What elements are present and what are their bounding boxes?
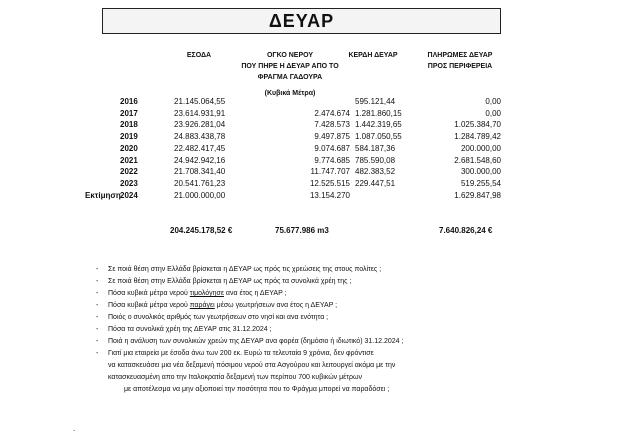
year-cell: 2021	[120, 155, 138, 165]
profit-cell: 482.383,52	[355, 167, 396, 177]
total-revenue: 204.245.178,52 €	[170, 226, 233, 235]
payment-cell: 1.284.789,42	[454, 132, 501, 142]
title-banner	[102, 8, 501, 34]
revenue-cell: 21.145.064,55	[174, 97, 226, 106]
profit-cell: 785.590,08	[355, 155, 396, 165]
payment-cell: 0,00	[485, 108, 501, 118]
profit-cell: 1.442.319,65	[355, 120, 402, 130]
year-cell: 2020	[120, 143, 138, 153]
question-continuation: με αποτέλεσμα να μην αξιοποιεί την ποσότητα που το Φράγμα μπορεί να παραδόσει ;	[124, 386, 390, 393]
question-item: - Πόσα κυβικά μέτρα νερού τιμολόγησε ανα έτος η ΔΕΥΑΡ ;	[96, 290, 287, 297]
header-water-volume: ΟΓΚΟ ΝΕΡΟΥ ΠΟΥ ΠΗΡΕ Η ΔΕΥΑΡ ΑΠΟ ΤΟ ΦΡΑΓΜΑ ΓΑΔΟΥΡΑ (Κυβικά Μέτρα)	[241, 52, 339, 97]
year-cell: 2023	[120, 178, 138, 188]
revenue-cell: 23.614.931,91	[174, 108, 226, 118]
total-payments: 7.640.826,24 €	[439, 226, 493, 235]
table-row	[0, 108, 620, 120]
water-cell: 9.074.687	[314, 143, 350, 153]
year-cell: 2016	[120, 97, 138, 106]
header-payments: ΠΛΗΡΩΜΕΣ ΔΕΥΑΡ ΠΡΟΣ ΠΕΡΙΦΕΡΕΙΑ	[427, 52, 493, 70]
table-row	[0, 190, 620, 202]
payment-cell: 200.000,00	[460, 143, 501, 153]
water-cell: 13.154.270	[309, 190, 350, 200]
water-cell: 2.474.674	[314, 108, 350, 118]
profit-cell: 1.087.050,55	[355, 132, 402, 142]
profit-cell: 1.281.860,15	[355, 108, 402, 118]
water-cell: 9.774.685	[314, 155, 350, 165]
revenue-cell: 21.000.000,00	[174, 190, 226, 200]
table-row	[0, 96, 620, 108]
question-item: - Σε ποιά θέση στην Ελλάδα βρίσκεται η ΔΕΥΑΡ ως πρός τις χρεώσεις της στους πολίτες ;	[96, 266, 382, 273]
revenue-cell: 20.541.761,23	[174, 178, 226, 188]
table-row	[0, 119, 620, 131]
table-row	[0, 166, 620, 178]
profit-cell: 584.187,36	[355, 143, 396, 153]
revenue-cell: 24.942.942,16	[174, 155, 226, 165]
question-continuation: να κατασκευάσει μια νέα δεξαμενή πόσιμου νερού στα Ασγούρου και λειτουργεί ακόμα με την	[108, 362, 396, 369]
table-row	[0, 178, 620, 190]
profit-cell: 229.447,51	[355, 178, 396, 188]
year-cell: 2018	[120, 120, 138, 130]
profit-cell: 595.121,44	[355, 97, 396, 106]
year-cell: 2017	[120, 108, 138, 118]
water-cell: 11.747.707	[310, 167, 350, 177]
revenue-cell: 21.708.341,40	[174, 167, 226, 177]
year-cell: 2022	[120, 167, 138, 177]
payment-cell: 519.255,54	[460, 178, 501, 188]
payment-cell: 2.681.548,60	[454, 155, 501, 165]
payment-cell: 1.025.384,70	[454, 120, 501, 130]
question-item: - Πόσα κυβικά μέτρα νερού παράγει μέσω γεωτρήσεων ανα έτος η ΔΕΥΑΡ ;	[96, 302, 338, 309]
header-profit: ΚΕΡΔΗ ΔΕΥΑΡ	[348, 52, 398, 59]
table-row	[0, 155, 620, 167]
row-label: Εκτίμηση	[85, 190, 121, 200]
page-title: ΔΕΥΑΡ	[268, 10, 335, 31]
footer-mark: .	[73, 424, 76, 433]
water-cell: 12.525.515	[309, 178, 350, 188]
table-row	[0, 131, 620, 143]
year-cell: 2024	[120, 190, 138, 200]
payment-cell: 0,00	[485, 97, 501, 106]
question-item: - Πόσα τα συνολικά χρέη της ΔΕΥΑΡ στις 31.12.2024 ;	[96, 326, 272, 333]
water-cell: 9.497.875	[314, 132, 350, 142]
table-row	[0, 143, 620, 155]
question-item: - Ποιά η ανάλυση των συνολικών χρεών της ΔΕΥΑΡ ανα φορέα (δημόσιο ή ιδιωτικό) 31.12.2024 ;	[96, 338, 404, 345]
header-revenue: ΕΣΟΔΑ	[186, 52, 212, 59]
revenue-cell: 23.926.281,04	[174, 120, 226, 130]
revenue-cell: 24.883.438,78	[174, 132, 226, 142]
question-continuation: κατασκευασμένη απο την Ιταλοκρατία δεξαμενή των περίπου 700 κυβικών μέτρων	[108, 374, 362, 381]
questions-list	[96, 264, 596, 396]
payment-cell: 1.629.847,98	[454, 190, 501, 200]
total-water: 75.677.986 m3	[275, 226, 329, 235]
question-item: - Ποιός ο συνολικός αριθμός των γεωτρήσεων στο νησί και ανα ενότητα ;	[96, 314, 329, 321]
revenue-cell: 22.482.417,45	[174, 143, 226, 153]
year-cell: 2019	[120, 132, 138, 142]
question-item: - Γιατί μια εταιρεία με έσοδα άνω των 200 εκ. Ευρώ τα τελευταία 9 χρόνια, δεν φρόντισε	[96, 350, 374, 357]
question-item: - Σε ποιά θέση στην Ελλάδα βρίσκεται η ΔΕΥΑΡ ως πρός τα συνολικά χρέη της ;	[96, 278, 352, 285]
payment-cell: 300.000,00	[460, 167, 501, 177]
water-cell: 7.428.573	[314, 120, 350, 130]
